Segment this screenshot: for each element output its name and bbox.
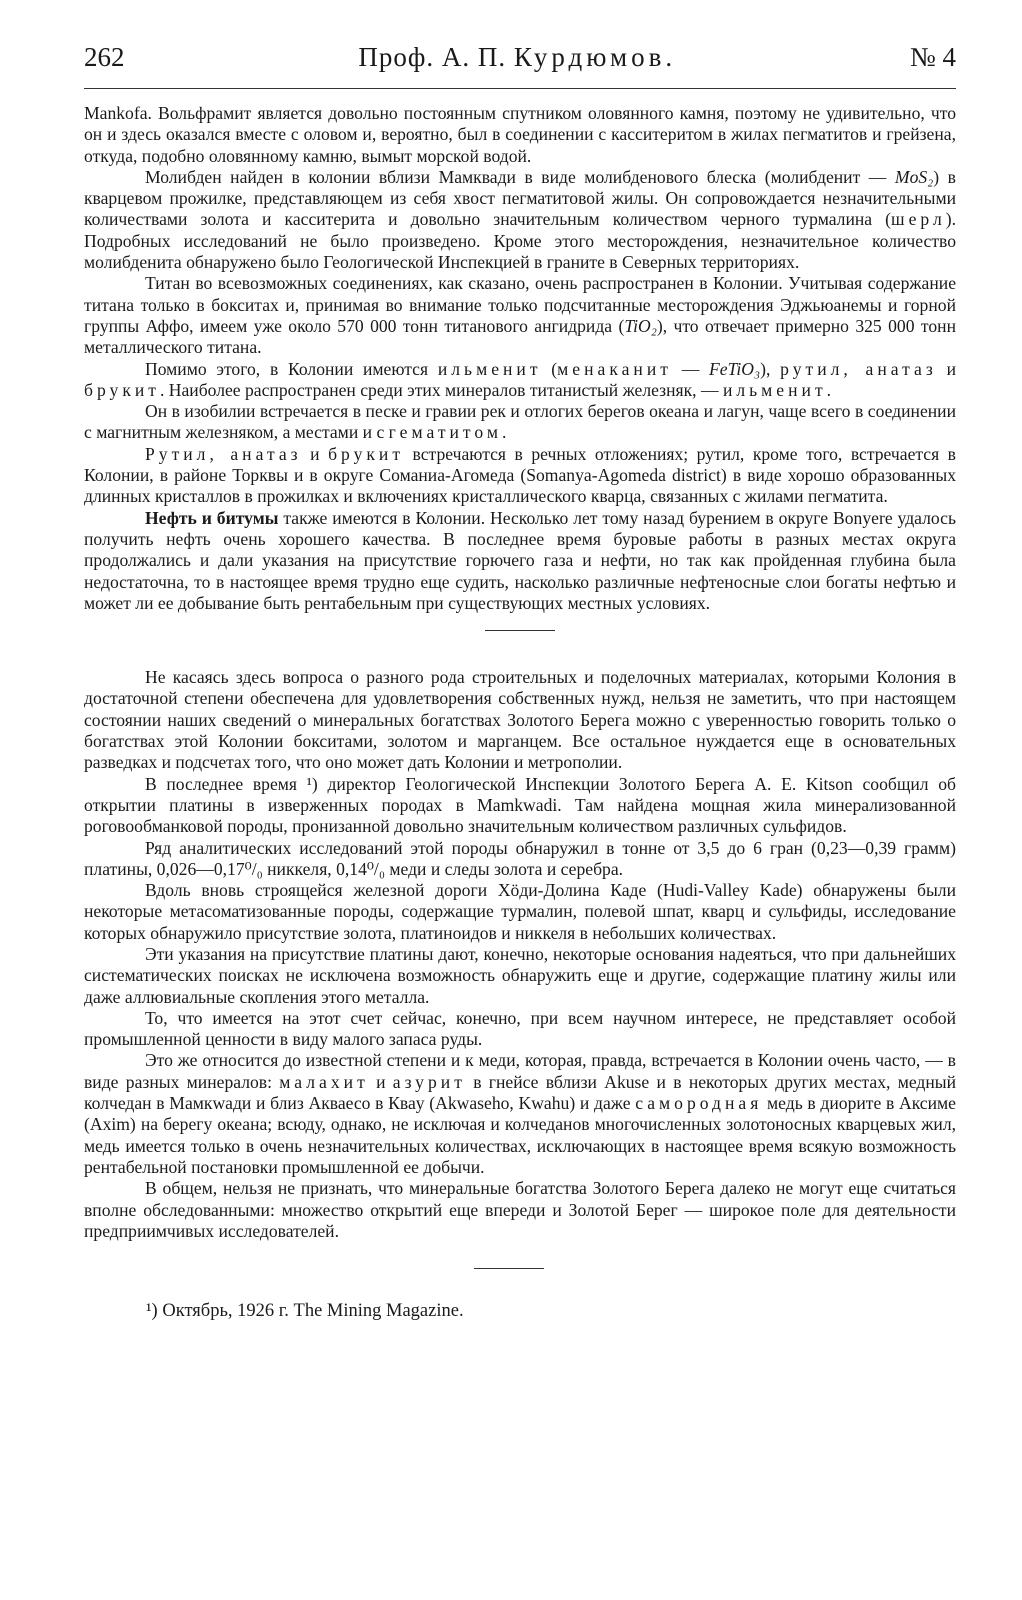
term-gematit: гематитом xyxy=(388,422,502,443)
term-rutil-anataz: рутил, анатаз xyxy=(780,358,937,379)
paragraph-oil: Нефть и битумы также имеются в Колонии. Несколько лет тому назад бурением в округе Bonyere удалось получить нефть очень хорошего качества. В последнее время буровые работы в разных местах округа продолжались и дали указания на присутствие горючего газа и нефти, но так как пройденная глубина была недостаточна, то в настоящее время трудно еще судить, насколько различные нефтеносные слои богаты нефтью и может ли ее добывание быть рентабельным при существующих местных условиях. xyxy=(84,507,956,613)
paragraph-titanium: Титан во всевозможных соединениях, как сказано, очень распространен в Колонии. Учитывая содержание титана только в бокситах и, принимая во внимание только подсчитанные месторождения Эджьюанемы и горной группы Аффо, имеем уже около 570 000 тонн титанового ангидрида (TiO₂), что отвечает примерно 325 000 тонн металлического титана. xyxy=(84,273,956,358)
heading-oil-bitumen: Нефть и битумы xyxy=(145,507,279,528)
paragraph-platinum-prospects: Эти указания на присутствие платины дают, конечно, некоторые основания надеяться, что при дальнейших систематических поисках не исключена возможность обнаружить еще и другие, содержащие платину жилы или даже аллювиальные скопления этого металла. xyxy=(84,943,956,1007)
term-brukit-2: брукит xyxy=(328,443,405,464)
term-rutil-anataz-2: Рутил, анатаз xyxy=(145,443,302,464)
footnote xyxy=(84,1301,956,1322)
term-ilmenit: ильменит xyxy=(437,358,542,379)
page-header xyxy=(84,42,956,78)
running-title xyxy=(358,42,676,73)
document-page xyxy=(84,42,956,1322)
term-ilmenit-2: ильменит xyxy=(722,379,827,400)
issue-number: № 4 xyxy=(909,42,956,72)
term-brukit: брукит xyxy=(84,379,160,400)
paragraph-analyses: Ряд аналитических исследований этой породы обнаружил в тонне от 3,5 до 6 гран (0,23—0,39 грамм) платины, 0,026—0,17⁰/₀ никкеля, 0,14⁰/₀ меди и следы золота и серебра. xyxy=(84,837,956,879)
paragraph-railway: Вдоль вновь строящейся железной дороги Хöди-Долина Каде (Hudi-Valley Kade) обнаружены были некоторые метасоматизованные породы, содержащие турмалин, полевой шпат, кварц и сульфиды, исследование которых обнаружило присутствие золота, платиноидов и никкеля в небольших количествах. xyxy=(84,880,956,943)
term-azurit: азурит xyxy=(392,1071,466,1092)
section-separator xyxy=(485,630,555,631)
formula-tio2: TiO₂ xyxy=(624,315,657,336)
paragraph-titanium-minerals: Помимо этого, в Колонии имеются ильменит (менаканит — FeTiO₃), рутил, анатаз и брукит. Наиболее распространен среди этих минералов титанистый железняк, — ильменит. xyxy=(84,358,956,400)
paragraph-copper: Это же относится до известной степени и к меди, которая, правда, встречается в Колонии очень часто, — в виде разных минералов: малахит и азурит в гнейсе вблизи Akuse и в некоторых других местах, медный колчедан в Мамкwади и близ Акваесо в Кваy (Akwaseho, Kwahu) и даже самородная медь в диорите в Аксиме (Axim) на берегу океана; всюду, однако, не исключая и колчеданов многочисленных золотоносных кварцевых жил, медь имеется только в очень незначительных количествах, исключающих в настоящее время всякую возможность рентабельной постановки промышленной ее добычи. xyxy=(84,1050,957,1177)
page-number: 262 xyxy=(84,42,125,72)
footnote-text: Октябрь, 1926 г. The Mining Magazine. xyxy=(157,1301,464,1322)
author-surname: Курдюмов. xyxy=(513,42,677,72)
footnote-mark: ¹) xyxy=(146,1301,158,1322)
paragraph-value: То, что имеется на этот счет сейчас, конечно, при всем научном интересе, не представляет особой промышленной ценности в виду малого запаса руды. xyxy=(84,1007,956,1050)
term-menakanit: менаканит xyxy=(557,358,672,379)
formula-fetio3: FeTiO₃ xyxy=(709,358,761,379)
paragraph-summary: Не касаясь здесь вопроса о разного рода строительных и поделочных материалах, которыми Колония в достаточной степени обеспечена для удовлетворения собственных нужд, нельзя не заметить, что при настоящем состоянии наших сведений о минеральных богатствах Золотого Берега можно с уверенностью говорить только о богатствах этой Колонии бокситами, золотом и марганцем. Все остальное нуждается еще в основательных разведках и подсчетах того, что оно может дать Колонии и метрополии. xyxy=(84,667,956,773)
paragraph-rutile: Рутил, анатаз и брукит встречаются в речных отложениях; рутил, кроме того, встречается в Колонии, в районе Торквы и в округе Соманиа-Агомеда (Somanya-Agomeda district) в виде хорошо образованных длинных кристаллов в прожилках и включениях кристаллического кварца, связанных с жилами пегматита. xyxy=(84,443,956,507)
footnote-reference: ¹) xyxy=(306,773,318,794)
term-malachit: малахит xyxy=(279,1071,369,1092)
paragraph-platinum: В последнее время ¹) директор Геологической Инспекции Золотого Берега А. Е. Kitson сообщил об открытии платины в изверженных породах в Mamkwadi. Там найдена мощная жила минерализованной роговообманковой породы, пронизанной довольно значительным количеством различных сульфидов. xyxy=(84,773,956,837)
formula-mos2: MoS₂ xyxy=(894,166,934,187)
paragraph-ilmenite-occurrence: Он в изобилии встречается в песке и гравии рек и отлогих берегов океана и лагун, чаще всего в соединении с магнитным железняком, а местами и с гематитом. xyxy=(84,401,956,443)
paragraph-tungsten: Mankofa. Вольфрамит является довольно постоянным спутником оловянного камня, поэтому не удивительно, что он и здесь оказался вместе с оловом и, вероятно, был в соединении с касситеритом в жилах пегматитов и грейзена, откуда, подобно оловянному камню, вымыт морской водой. xyxy=(84,103,956,166)
term-samorodnaya: самородная xyxy=(635,1093,763,1114)
footnote-separator xyxy=(474,1268,544,1269)
paragraph-conclusion: В общем, нельзя не признать, что минеральные богатства Золотого Берега далеко не могут еще считаться вполне обследованными: множество открытий еще впереди и Золотой Берег — широкое поле для деятельности предприимчивых исследователей. xyxy=(84,1178,956,1241)
paragraph-molybdenum: Молибден найден в колонии вблизи Мамквади в виде молибденового блеска (молибденит — MoS₂) в кварцевом прожилке, представляющем из себя хвост пегматитовой жилы. Он сопровождается незначительными количествами золота и касситерита и довольно значительным количеством черного турмалина (шерл). Подробных исследований не было произведено. Кроме этого месторождения, незначительное количество молибденита обнаружено было Геологической Инспекцией в граните в Северных территориях. xyxy=(84,166,956,273)
term-sherl: шерл xyxy=(891,209,946,230)
header-rule xyxy=(84,88,956,89)
author-name: Проф. А. П. xyxy=(358,42,514,72)
